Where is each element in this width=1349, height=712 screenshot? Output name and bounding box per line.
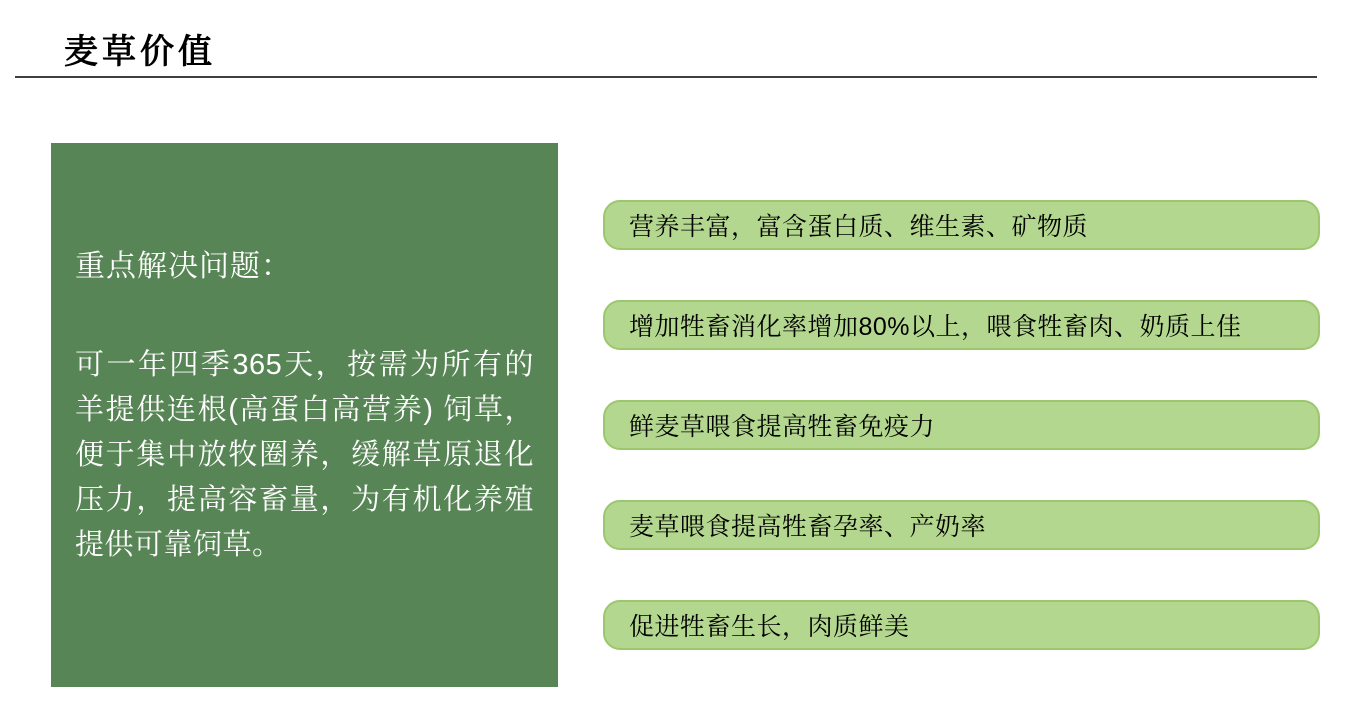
value-point-bar: 麦草喂食提高牲畜孕率、产奶率 — [603, 500, 1320, 550]
value-point-bar: 鲜麦草喂食提高牲畜免疫力 — [603, 400, 1320, 450]
page-title: 麦草价值 — [64, 33, 216, 71]
value-points-list — [603, 200, 1320, 650]
problem-box-heading: 重点解决问题： — [75, 250, 292, 283]
title-divider-line — [15, 76, 1317, 78]
value-point-bar: 营养丰富，富含蛋白质、维生素、矿物质 — [603, 200, 1320, 250]
problem-box — [51, 143, 558, 687]
value-point-bar: 增加牲畜消化率增加80%以上，喂食牲畜肉、奶质上佳 — [603, 300, 1320, 350]
value-point-bar: 促进牲畜生长，肉质鲜美 — [603, 600, 1320, 650]
problem-box-body: 可一年四季365天，按需为所有的羊提供连根(高蛋白高营养) 饲草，便于集中放牧圈养，缓解草原退化压力，提高容畜量，为有机化养殖提供可靠饲草。 — [75, 349, 534, 561]
